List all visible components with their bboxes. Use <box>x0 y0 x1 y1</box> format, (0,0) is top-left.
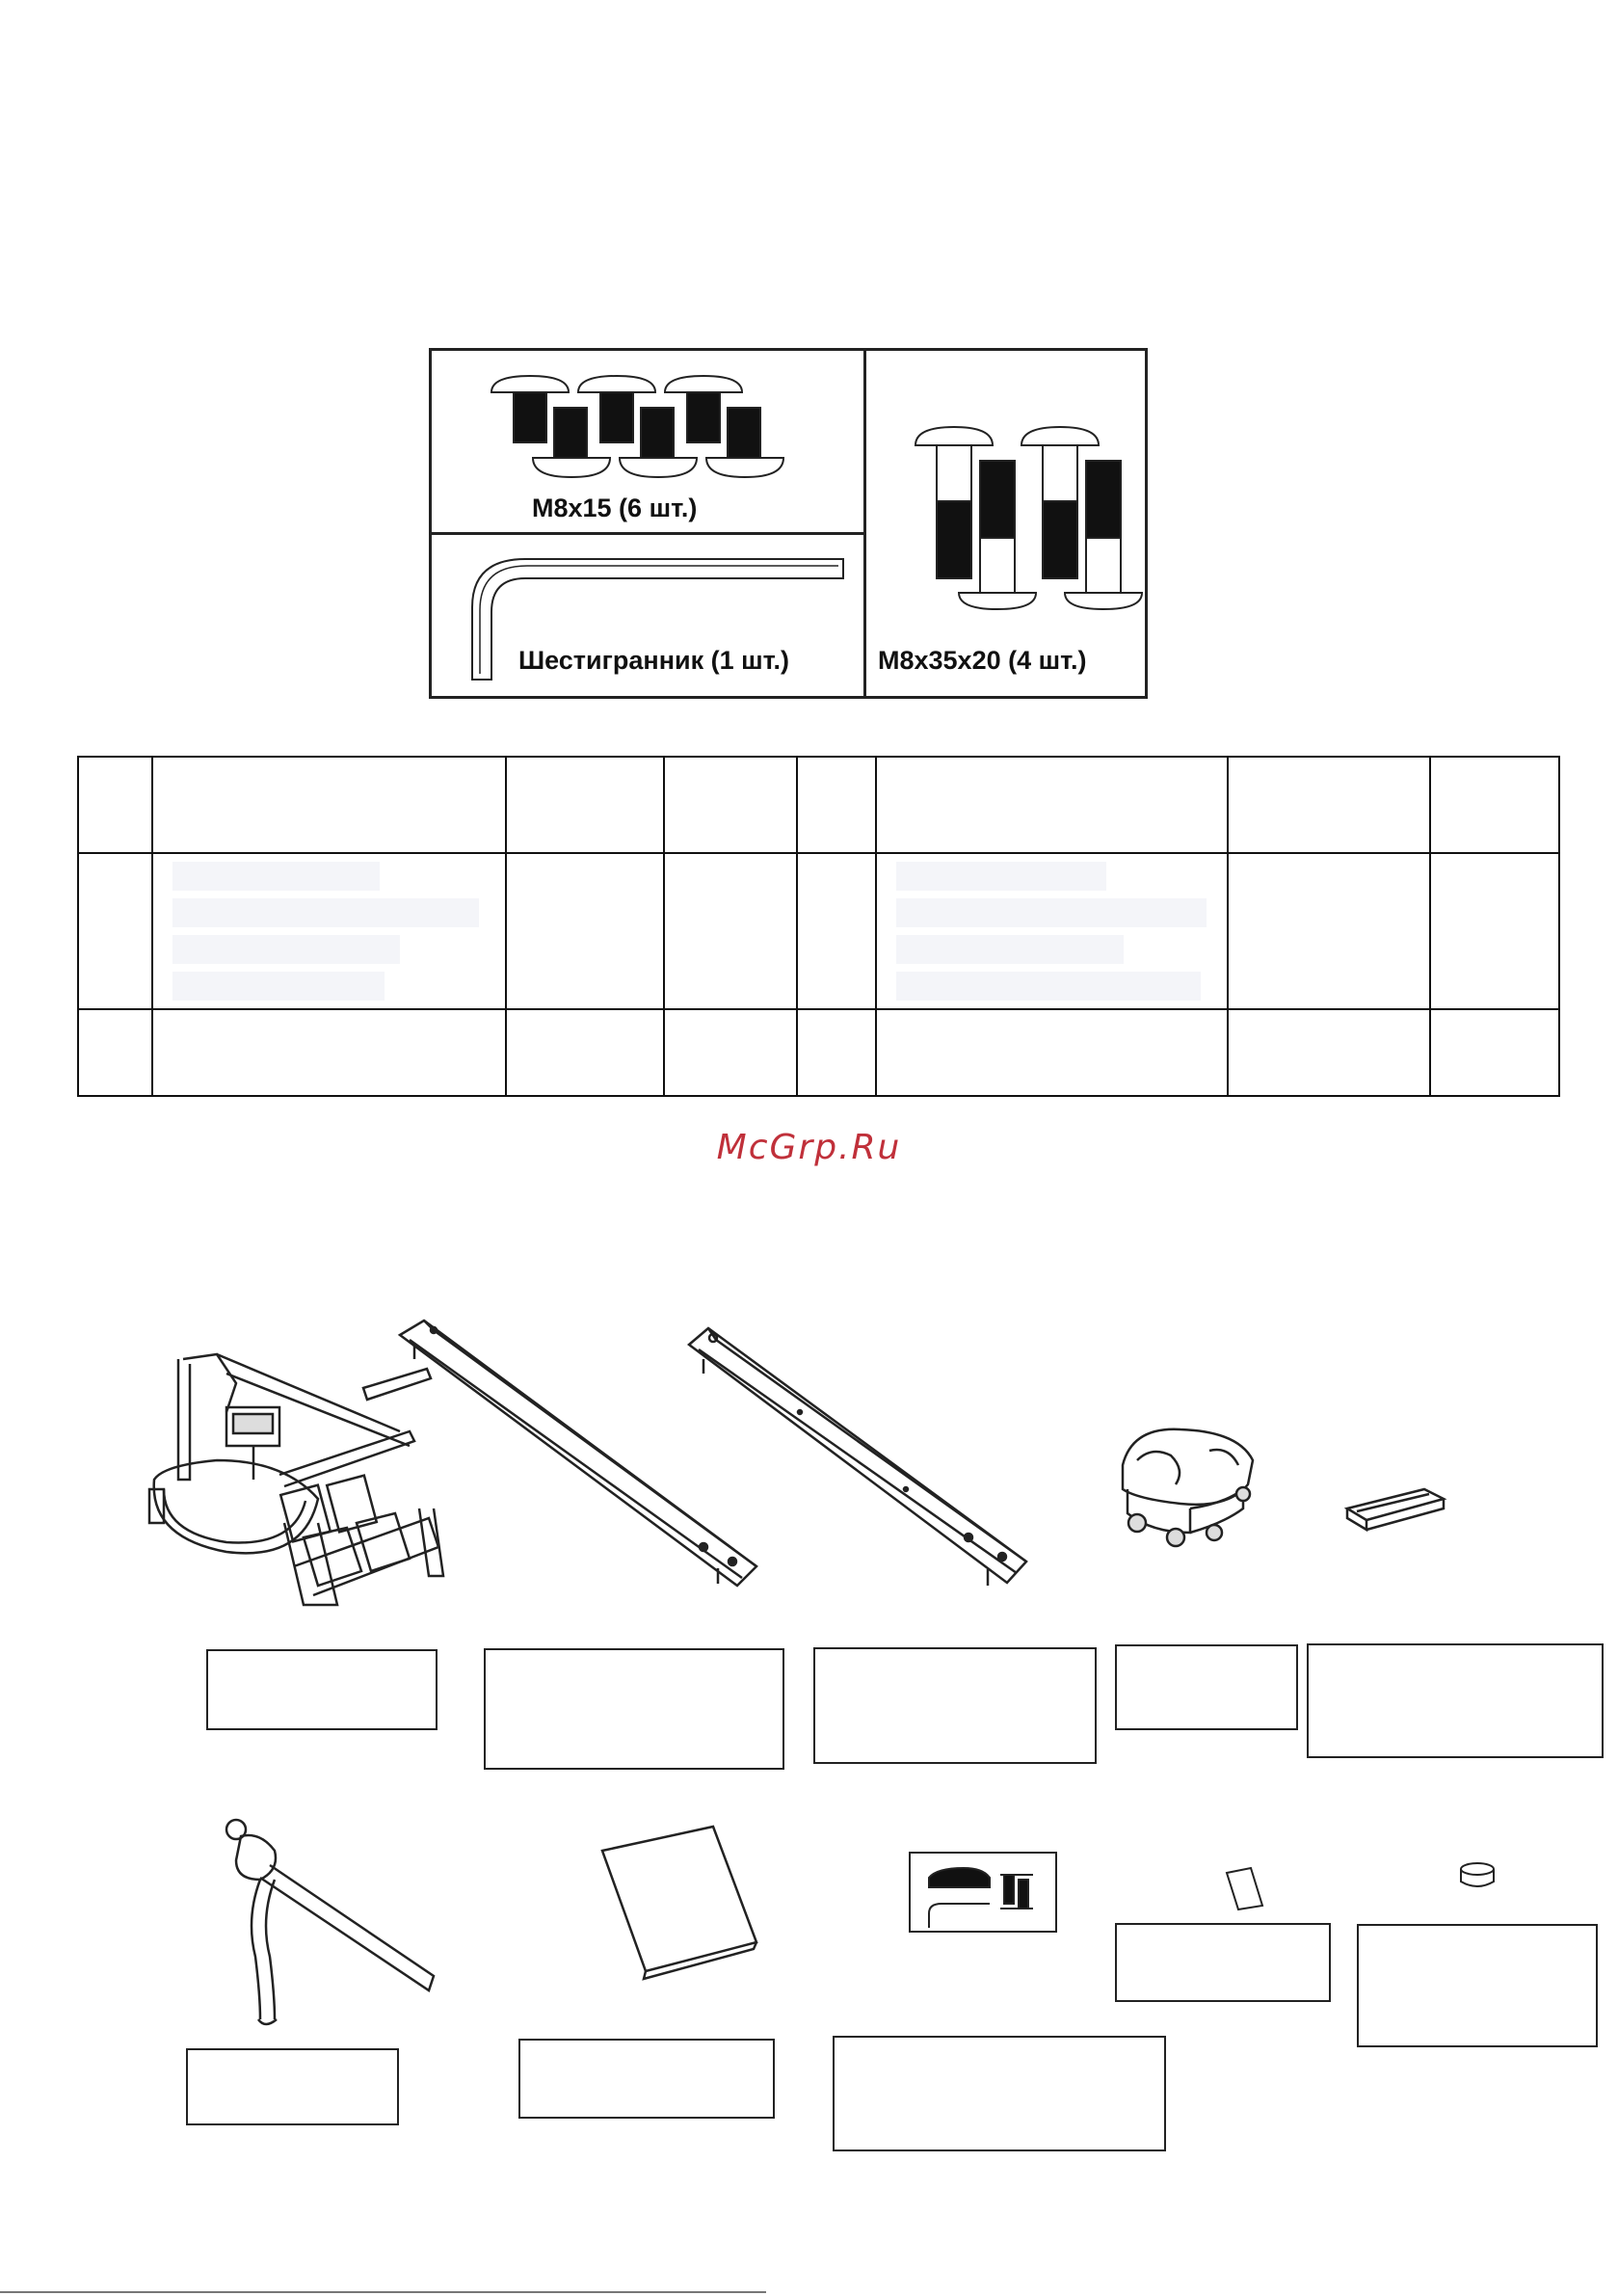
siphon-pump-icon <box>222 1812 453 2043</box>
battery-box-icon <box>1342 1484 1448 1533</box>
table-cell <box>664 853 797 1009</box>
table-cell <box>506 853 664 1009</box>
redaction-bar <box>896 862 1106 891</box>
table-cell <box>506 1009 664 1096</box>
table-header-cell <box>506 757 664 853</box>
seat-icon <box>1113 1422 1262 1557</box>
table-cell <box>152 1009 506 1096</box>
table-cell <box>1430 1009 1559 1096</box>
table-row <box>78 853 1559 1009</box>
redaction-bar <box>172 898 479 927</box>
watermark: McGrp.Ru <box>716 1128 902 1167</box>
part-label-main-frame <box>206 1649 438 1730</box>
part-label-rail-right <box>813 1647 1097 1764</box>
part-label-tag <box>1115 1923 1331 2002</box>
long-bolt-caption: M8x35x20 (4 шт.) <box>878 646 1087 675</box>
chlorine-tablet-icon <box>1457 1860 1500 1894</box>
table-cell <box>876 1009 1228 1096</box>
parts-table <box>77 756 1560 1097</box>
table-cell <box>797 1009 876 1096</box>
redaction-bar <box>896 972 1201 1001</box>
long-bolts-icon <box>911 424 1137 612</box>
hardware-pack-icon <box>908 1851 1060 1936</box>
redaction-bar <box>896 898 1207 927</box>
table-header-cell <box>1228 757 1430 853</box>
part-label-seat <box>1115 1644 1298 1730</box>
part-label-rail-left <box>484 1648 784 1770</box>
table-header-row <box>78 757 1559 853</box>
table-cell <box>1228 1009 1430 1096</box>
part-label-chlorine-tablet <box>1357 1924 1598 2047</box>
redaction-bar <box>172 935 400 964</box>
manual-icon <box>597 1822 766 1981</box>
table-cell <box>797 853 876 1009</box>
table-cell <box>1430 853 1559 1009</box>
table-cell-redacted <box>152 853 506 1009</box>
table-cell <box>664 1009 797 1096</box>
redaction-bar <box>172 862 380 891</box>
hardware-box-divider-horizontal <box>429 532 863 535</box>
hardware-box-divider-vertical <box>863 348 866 699</box>
table-cell <box>1228 853 1430 1009</box>
table-header-cell <box>1430 757 1559 853</box>
table-header-cell <box>152 757 506 853</box>
hex-key-caption: Шестигранник (1 шт.) <box>518 646 789 675</box>
table-header-cell <box>664 757 797 853</box>
table-header-cell <box>876 757 1228 853</box>
redaction-bar <box>172 972 385 1001</box>
rail-2-icon <box>684 1321 1041 1590</box>
table-row <box>78 1009 1559 1096</box>
table-cell <box>78 853 152 1009</box>
part-label-manual <box>518 2039 775 2119</box>
table-cell-redacted <box>876 853 1228 1009</box>
tag-icon <box>1224 1865 1267 1913</box>
redaction-bar <box>896 935 1124 964</box>
part-label-hardware-pack <box>833 2036 1166 2151</box>
short-bolt-caption: M8x15 (6 шт.) <box>532 494 698 522</box>
table-header-cell <box>797 757 876 853</box>
table-header-cell <box>78 757 152 853</box>
short-bolts-icon <box>487 371 805 482</box>
part-label-siphon-pump <box>186 2048 399 2125</box>
part-label-battery-box <box>1307 1643 1604 1758</box>
table-cell <box>78 1009 152 1096</box>
footer-rule <box>0 2291 766 2293</box>
